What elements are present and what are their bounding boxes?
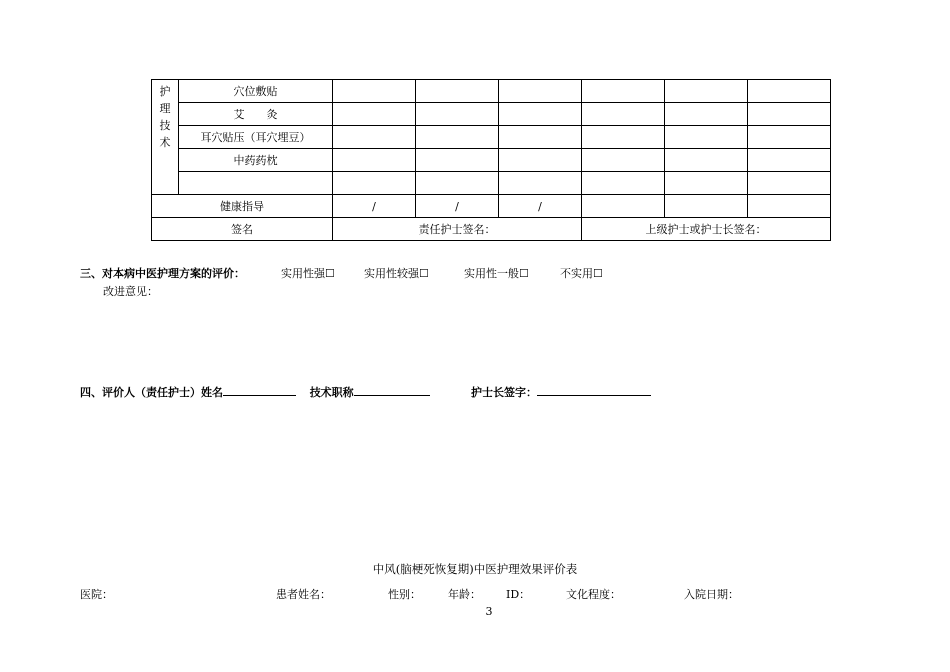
table-cell <box>333 103 416 126</box>
table-cell <box>582 103 665 126</box>
section-char: 护 <box>159 85 171 98</box>
table-cell <box>665 195 748 218</box>
table-row <box>152 126 831 149</box>
table-cell <box>748 103 831 126</box>
evaluator-name-field[interactable] <box>223 384 296 396</box>
table-cell <box>582 149 665 172</box>
table-cell <box>582 172 665 195</box>
evaluator-name-label: 四、评价人（责任护士）姓名 <box>80 386 223 399</box>
table-cell <box>582 126 665 149</box>
id-label: ID： <box>506 588 531 601</box>
table-cell <box>416 149 499 172</box>
table-cell <box>665 80 748 103</box>
table-cell <box>665 103 748 126</box>
table-cell <box>665 172 748 195</box>
table-cell <box>333 149 416 172</box>
section-char: 技 <box>159 119 171 132</box>
signature-label: 签名 <box>152 218 333 241</box>
tech-title-label: 技术职称 <box>309 386 354 399</box>
table-cell <box>499 149 582 172</box>
table-cell <box>333 172 416 195</box>
table-cell <box>333 80 416 103</box>
slash-cell: / <box>416 195 499 218</box>
option-practical-strong[interactable]: 实用性强☐ <box>281 267 335 280</box>
nursing-technique-table <box>151 79 831 241</box>
table-cell <box>582 195 665 218</box>
option-practical-fairly-strong[interactable]: 实用性较强☐ <box>364 267 429 280</box>
table-row <box>152 218 831 241</box>
table-cell <box>665 149 748 172</box>
table-cell <box>499 103 582 126</box>
slash-cell: / <box>499 195 582 218</box>
gender-label: 性别： <box>388 588 421 601</box>
table-cell <box>416 126 499 149</box>
table-cell <box>665 126 748 149</box>
senior-signature-cell: 上级护士或护士长签名： <box>582 218 831 241</box>
hospital-label: 医院： <box>80 588 113 601</box>
technique-label: 中药药枕 <box>179 149 333 172</box>
technique-label <box>179 172 333 195</box>
table-cell <box>416 172 499 195</box>
nurse-signature-cell: 责任护士签名： <box>333 218 582 241</box>
table-row <box>152 80 831 103</box>
table-cell <box>416 80 499 103</box>
table-cell <box>748 126 831 149</box>
technique-label: 穴位敷贴 <box>179 80 333 103</box>
table-cell <box>499 126 582 149</box>
table-cell <box>748 149 831 172</box>
table-cell <box>582 80 665 103</box>
technique-label: 艾 灸 <box>179 103 333 126</box>
table-row <box>152 149 831 172</box>
slash-cell: / <box>333 195 416 218</box>
table-row <box>152 172 831 195</box>
head-nurse-label: 护士长签字： <box>471 386 537 399</box>
health-guidance-label: 健康指导 <box>152 195 333 218</box>
section4-evaluator-row <box>80 384 430 400</box>
next-form-title: 中风(脑梗死恢复期)中医护理效果评价表 <box>372 562 578 576</box>
section3-title: 三、对本病中医护理方案的评价： <box>80 267 245 280</box>
improvement-label: 改进意见： <box>103 285 158 298</box>
table-row <box>152 195 831 218</box>
table-cell <box>499 80 582 103</box>
page-number: 3 <box>485 605 493 618</box>
table-cell <box>748 172 831 195</box>
patient-name-label: 患者姓名： <box>276 588 331 601</box>
table-cell <box>499 172 582 195</box>
section-label-cell <box>152 80 179 195</box>
tech-title-field[interactable] <box>354 384 430 396</box>
head-nurse-signature-field[interactable] <box>537 384 651 396</box>
age-label: 年龄： <box>448 588 481 601</box>
option-practical-average[interactable]: 实用性一般☐ <box>464 267 529 280</box>
section-char: 术 <box>159 136 171 149</box>
table-cell <box>748 195 831 218</box>
section-char: 理 <box>159 102 171 115</box>
table-cell <box>416 103 499 126</box>
table-cell <box>748 80 831 103</box>
table-cell <box>333 126 416 149</box>
head-nurse-row <box>471 384 651 400</box>
option-not-practical[interactable]: 不实用☐ <box>560 267 603 280</box>
technique-label: 耳穴贴压（耳穴埋豆） <box>179 126 333 149</box>
admission-date-label: 入院日期： <box>684 588 739 601</box>
table-row <box>152 103 831 126</box>
education-label: 文化程度： <box>566 588 621 601</box>
